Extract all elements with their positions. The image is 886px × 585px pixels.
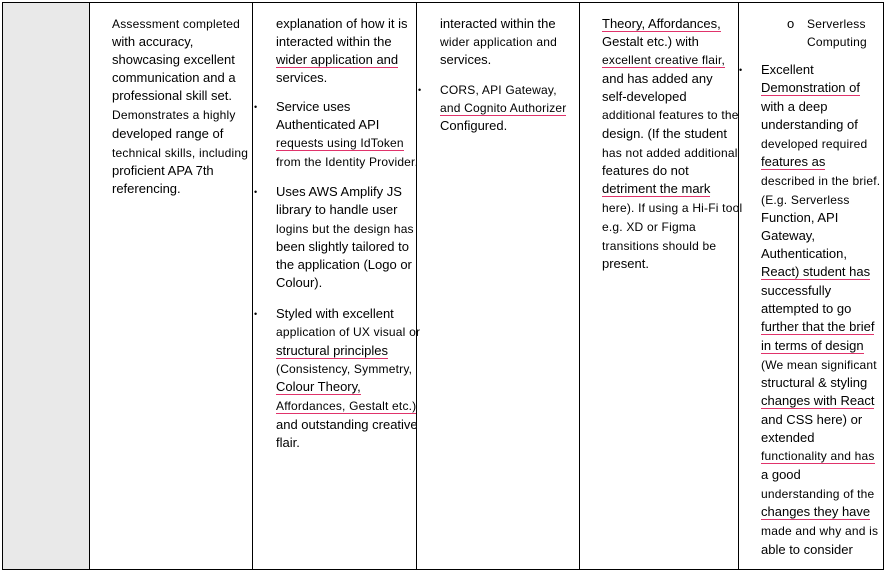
cell-text-line: has not added additional — [602, 146, 738, 160]
cell-text-line — [276, 397, 416, 415]
underlined-text: changes they have — [761, 504, 871, 519]
cell-text-line: and outstanding creative — [276, 417, 418, 432]
underlined-text: detriment the mark — [602, 181, 711, 196]
cell-text-line — [276, 51, 398, 69]
cell-text-line: Function, API — [761, 210, 839, 225]
underlined-text: excellent creative flair, — [602, 53, 726, 67]
bullet-icon: • — [254, 102, 258, 112]
underlined-text: structural principles — [276, 343, 388, 358]
cell-text-line: showcasing excellent — [112, 52, 235, 67]
cell-text-line: design. (If the student — [602, 126, 728, 141]
column-divider — [252, 3, 253, 569]
cell-text-line: made and why and is — [761, 524, 879, 538]
cell-text-line: technical skills, including — [112, 146, 249, 160]
cell-text-line: Demonstrates a highly — [112, 108, 236, 122]
cell-text-line — [602, 15, 721, 33]
cell-text-line: (We mean significant — [761, 358, 877, 372]
bullet-icon: • — [254, 187, 258, 197]
cell-text-line: able to consider — [761, 542, 853, 557]
cell-text-line — [761, 337, 864, 355]
cell-text-line: professional skill set. — [112, 88, 232, 103]
cell-text-line: extended — [761, 430, 815, 445]
cell-text-line: services. — [276, 70, 328, 85]
cell-text-line: proficient APA 7th — [112, 163, 214, 178]
sub-bullet-icon: o — [787, 16, 795, 31]
cell-text-line: additional features to the — [602, 108, 739, 122]
underlined-text: React) student has — [761, 264, 871, 279]
cell-text-line — [761, 447, 875, 465]
underlined-text: and Cognito Authorizer — [440, 101, 567, 115]
cell-text-line: attempted to go — [761, 301, 852, 316]
underlined-text: requests using IdToken — [276, 136, 404, 150]
cell-text-line: Styled with excellent — [276, 306, 394, 321]
cell-text-line: and has added any — [602, 71, 713, 86]
cell-text-line — [276, 342, 388, 360]
cell-text-line: Colour). — [276, 275, 323, 290]
rubric-table — [2, 2, 884, 570]
cell-text-line: Authentication, — [761, 246, 848, 261]
cell-text-line: Authenticated API — [276, 117, 380, 132]
cell-text-line — [761, 392, 874, 410]
cell-text-line — [761, 79, 860, 97]
cell-text-line — [602, 180, 710, 198]
cell-text-line — [276, 378, 361, 396]
cell-text-line: with accuracy, — [112, 34, 194, 49]
underlined-text: Theory, Affordances, — [602, 16, 721, 31]
cell-text-line: and CSS here) or — [761, 412, 863, 427]
cell-text-line: flair. — [276, 435, 300, 450]
cell-text-line: logins but the design has — [276, 222, 414, 236]
cell-text-line: understanding of the — [761, 487, 875, 501]
cell-text-line — [761, 153, 825, 171]
cell-text-line: described in the brief. — [761, 174, 881, 188]
cell-text-line: developed required — [761, 137, 868, 151]
shaded-first-column — [3, 3, 89, 569]
column-divider — [738, 3, 739, 569]
cell-text-line: (E.g. Serverless — [761, 193, 850, 207]
cell-text-line: successfully — [761, 283, 832, 298]
cell-text-line: the application (Logo or — [276, 257, 412, 272]
underlined-text: in terms of design — [761, 338, 864, 353]
cell-text-line: been slightly tailored to — [276, 239, 409, 254]
underlined-text: features as — [761, 154, 826, 169]
cell-text-line — [761, 263, 870, 281]
cell-text-line: CORS, API Gateway, — [440, 83, 557, 97]
cell-text-line: present. — [602, 256, 649, 271]
underlined-text: Colour Theory, — [276, 379, 361, 394]
cell-text-line — [276, 134, 404, 152]
cell-text-line: explanation of how it is — [276, 16, 408, 31]
underlined-text: further that the brief — [761, 319, 875, 334]
cell-text-line: transitions should be — [602, 239, 717, 253]
cell-text-line: e.g. XD or Figma — [602, 220, 696, 234]
cell-text-line — [602, 51, 725, 69]
cell-text-line: referencing. — [112, 181, 181, 196]
cell-text-line: understanding of — [761, 117, 858, 132]
cell-text-line: a good — [761, 467, 801, 482]
bullet-icon: • — [418, 85, 422, 95]
cell-text-line — [440, 99, 566, 117]
cell-text-line: Computing — [807, 35, 867, 49]
cell-text-line: Uses AWS Amplify JS — [276, 184, 402, 199]
column-divider — [416, 3, 417, 569]
cell-text-line: Excellent — [761, 62, 814, 77]
bullet-icon: • — [254, 309, 258, 319]
cell-text-line: Service uses — [276, 99, 351, 114]
cell-text-line: features do not — [602, 163, 689, 178]
cell-text-line: structural & styling — [761, 375, 868, 390]
cell-text-line: (Consistency, Symmetry, — [276, 362, 413, 376]
cell-text-line: services. — [440, 52, 492, 67]
underlined-text: wider application and — [276, 52, 399, 67]
cell-text-line — [761, 503, 870, 521]
underlined-text: changes with React — [761, 393, 875, 408]
cell-text-line: Assessment completed — [112, 17, 241, 31]
column-divider — [579, 3, 580, 569]
bullet-icon: • — [739, 65, 743, 75]
cell-text-line: interacted within the — [276, 34, 392, 49]
cell-text-line: Gestalt etc.) with — [602, 34, 699, 49]
cell-text-line: interacted within the — [440, 16, 556, 31]
cell-text-line — [761, 318, 874, 336]
cell-text-line: library to handle user — [276, 202, 398, 217]
cell-text-line: developed range of — [112, 126, 224, 141]
cell-text-line: application of UX visual or — [276, 325, 421, 339]
cell-text-line: from the Identity Provider. — [276, 155, 419, 169]
cell-text-line: Serverless — [807, 17, 866, 31]
cell-text-line: with a deep — [761, 99, 828, 114]
cell-text-line: wider application and — [440, 35, 557, 49]
cell-text-line: self-developed — [602, 89, 687, 104]
underlined-text: Affordances, Gestalt etc.) — [276, 399, 417, 413]
underlined-text: functionality and has — [761, 449, 875, 463]
cell-text-line: communication and a — [112, 70, 236, 85]
cell-text-line: here). If using a Hi-Fi tool — [602, 201, 743, 215]
cell-text-line: Gateway, — [761, 228, 815, 243]
underlined-text: Demonstration of — [761, 80, 860, 95]
column-divider — [89, 3, 90, 569]
cell-text-line: Configured. — [440, 118, 508, 133]
